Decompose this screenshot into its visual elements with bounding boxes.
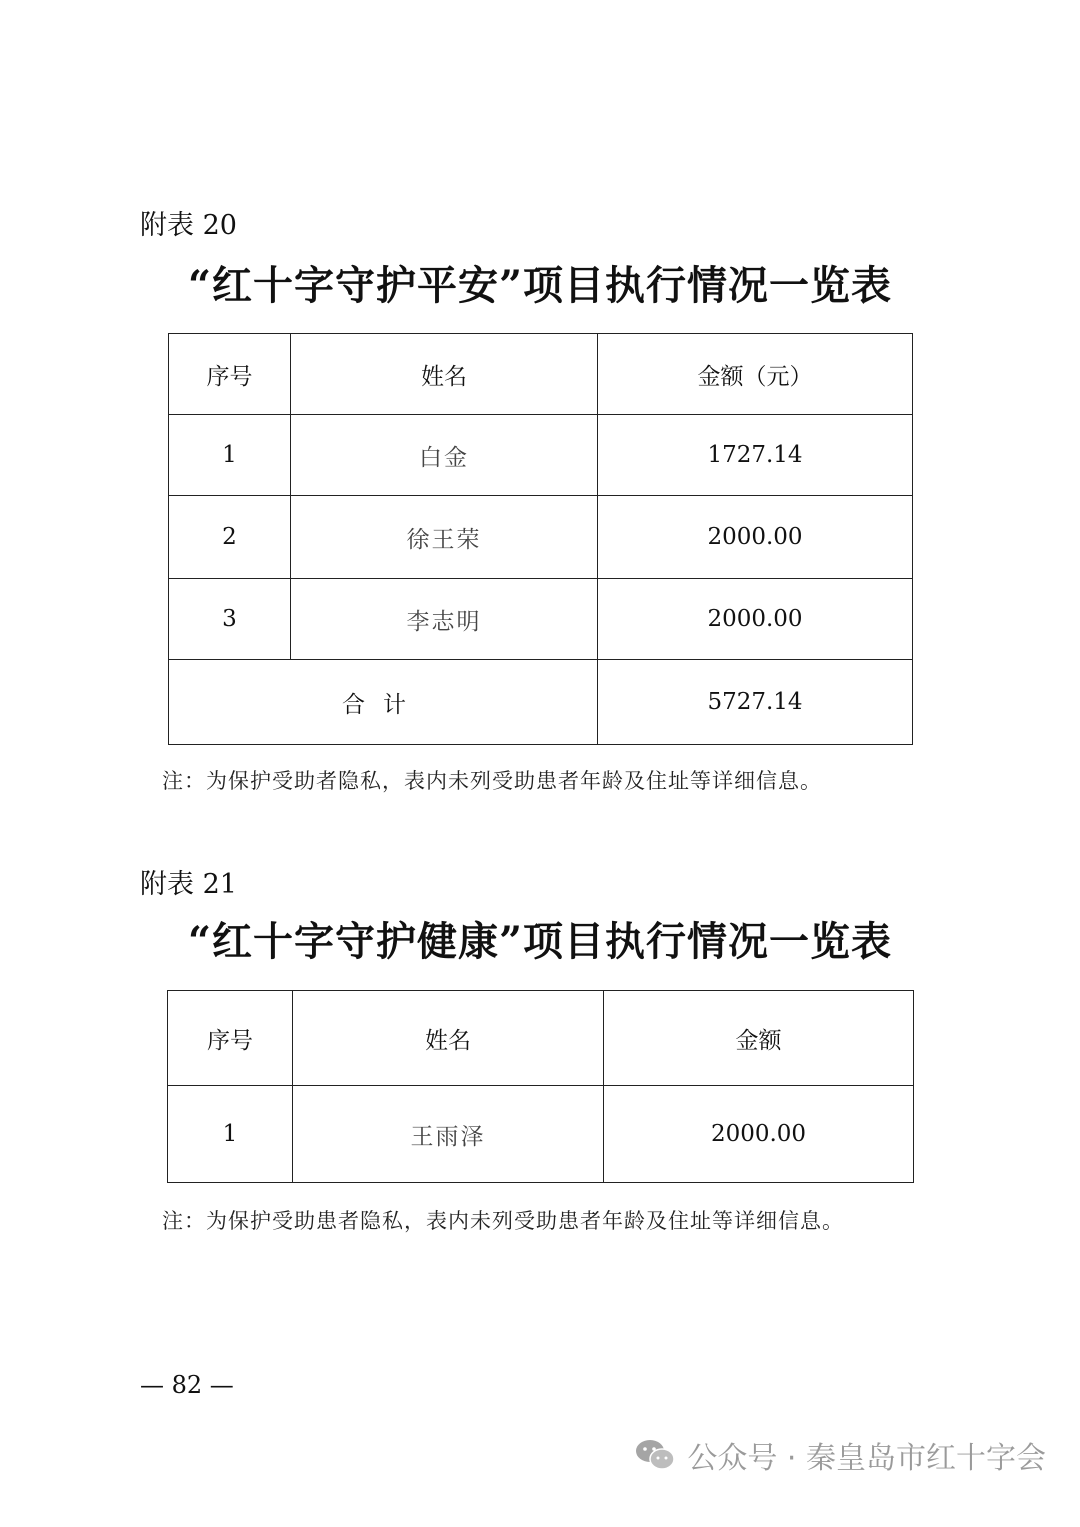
- row-name: 白金: [291, 415, 598, 496]
- annex-20-note: 注：为保护受助者隐私，表内未列受助患者年龄及住址等详细信息。: [162, 769, 822, 793]
- watermark-text: 公众号 · 秦皇岛市红十字会: [687, 1441, 1046, 1476]
- header-name: 姓名: [293, 991, 604, 1086]
- row-name: 李志明: [291, 579, 598, 660]
- row-name: 徐王荣: [291, 496, 598, 579]
- row-no: 1: [168, 1086, 293, 1183]
- annex-21-note: 注：为保护受助患者隐私，表内未列受助患者年龄及住址等详细信息。: [162, 1209, 844, 1233]
- row-amount: 2000.00: [598, 496, 913, 579]
- total-amount: 5727.14: [598, 660, 913, 745]
- annex-21-title: “红十字守护健康”项目执行情况一览表: [187, 918, 892, 965]
- annex-20-table: [168, 333, 913, 745]
- row-no: 3: [169, 579, 291, 660]
- row-amount: 2000.00: [598, 579, 913, 660]
- table-row: [169, 579, 913, 660]
- table-row: [169, 415, 913, 496]
- table-total-row: [169, 660, 913, 745]
- header-no: 序号: [169, 334, 291, 415]
- wechat-icon: [635, 1438, 675, 1472]
- table-row: [168, 1086, 914, 1183]
- header-amount: 金额（元）: [598, 334, 913, 415]
- row-amount: 2000.00: [604, 1086, 914, 1183]
- row-amount: 1727.14: [598, 415, 913, 496]
- annex-21-label: 附表 21: [140, 869, 237, 900]
- total-label: 合计: [169, 660, 598, 745]
- row-no: 2: [169, 496, 291, 579]
- header-no: 序号: [168, 991, 293, 1086]
- watermark: [635, 1433, 1046, 1477]
- table-header-row: [169, 334, 913, 415]
- header-amount: 金额: [604, 991, 914, 1086]
- annex-20-label: 附表 20: [140, 210, 237, 241]
- annex-20-title: “红十字守护平安”项目执行情况一览表: [187, 262, 892, 309]
- row-name: 王雨泽: [293, 1086, 604, 1183]
- annex-21-table: [167, 990, 914, 1183]
- row-no: 1: [169, 415, 291, 496]
- page-number: — 82 —: [140, 1371, 234, 1399]
- table-row: [169, 496, 913, 579]
- header-name: 姓名: [291, 334, 598, 415]
- table-header-row: [168, 991, 914, 1086]
